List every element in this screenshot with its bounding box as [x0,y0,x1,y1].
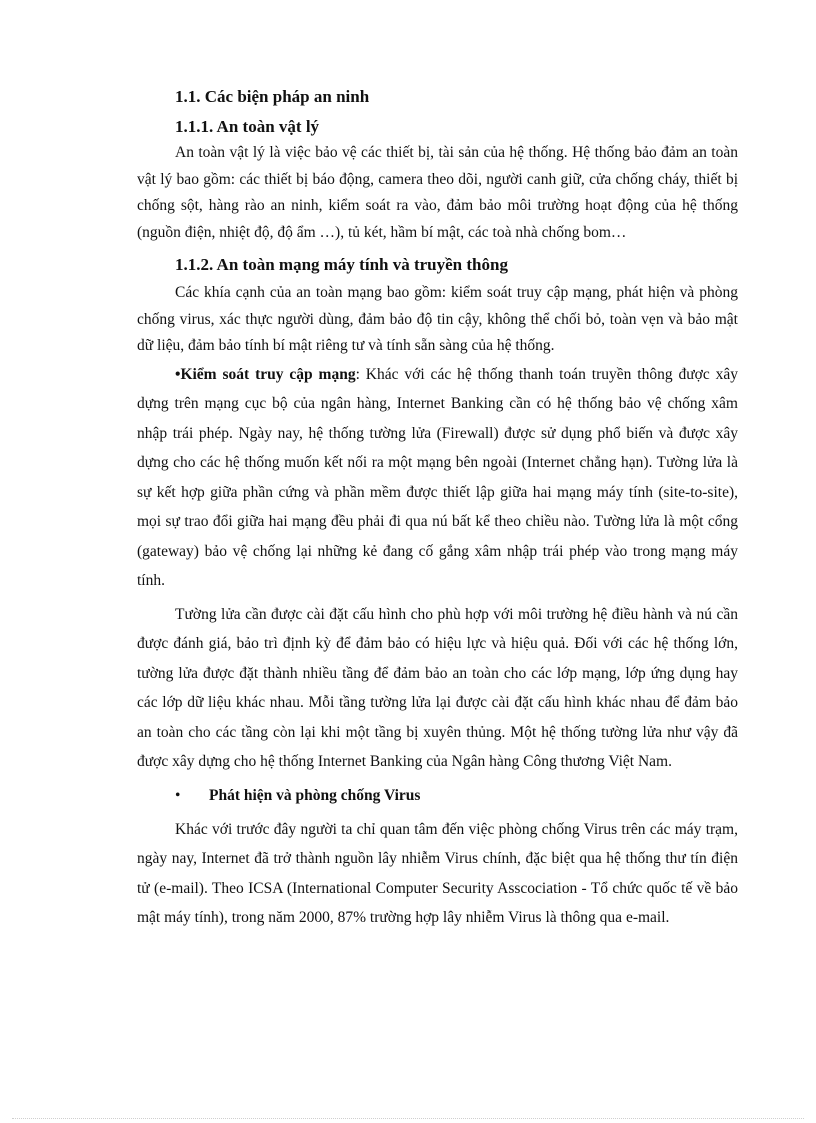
access-control-text: : Khác với các hệ thống thanh toán truyền thông được xây dựng trên mạng cục bộ của ngân hàng, Internet Banking cần có hệ thống bảo vệ chống xâm nhập trái phép. Ngày nay, hệ thống tường lửa (Firewall) được sử dụng phổ biến và được xây dựng cho các hệ thống muốn kết nối ra một mạng bên ngoài (Internet chẳng hạn). Tường lửa là sự kết hợp giữa phần cứng và phần mềm được thiết lập giữa hai mạng máy tính (site-to-site), mọi sự trao đổi giữa hai mạng đều phải đi qua nú bất kể theo chiều nào. Tường lửa là một cổng (gateway) bảo vệ chống lại những kẻ đang cố gắng xâm nhập trái phép vào trong mạng máy tính. [137,365,738,589]
physical-security-paragraph: An toàn vật lý là việc bảo vệ các thiết bị, tài sản của hệ thống. Hệ thống bảo đảm an toàn vật lý bao gồm: các thiết bị báo động, camera theo dõi, người canh giữ, cửa chống cháy, thiết bị chống sột, hàng rào an ninh, kiểm soát ra vào, đảm bảo môi trường hoạt động của hệ thống (nguồn điện, nhiệt độ, độ ẩm …), tủ két, hầm bí mật, các toà nhà chống bom… [137,144,738,241]
subsection-heading-network: 1.1.2. An toàn mạng máy tính và truyền thông [175,255,508,274]
virus-heading-text: Phát hiện và phòng chống Virus [209,786,421,804]
network-intro-paragraph: Các khía cạnh của an toàn mạng bao gồm: kiểm soát truy cập mạng, phát hiện và phòng chống virus, xác thực người dùng, đảm bảo độ tin cậy, không thể chối bỏ, toàn vẹn và bảo mật dữ liệu, đảm bảo tính bí mật riêng tư và tính sẵn sàng của hệ thống. [137,284,738,354]
subsection-heading-physical: 1.1.1. An toàn vật lý [175,117,320,136]
access-control-paragraph [137,360,738,596]
bullet-icon: • [175,786,181,804]
access-control-term: Kiểm soát truy cập mạng [180,365,356,383]
section-heading: 1.1. Các biện pháp an ninh [175,87,370,106]
page-content [137,84,738,933]
bullet-icon: • [175,365,181,383]
firewall-paragraph: Tường lửa cần được cài đặt cấu hình cho phù hợp với môi trường hệ điều hành và nú cần được đánh giá, bảo trì định kỳ để đảm bảo có hiệu lực và hiệu quả. Đối với các hệ thống lớn, tường lửa được đặt thành nhiều tầng để đảm bảo an toàn cho các lớp mạng, lớp ứng dụng hay các lớp dữ liệu khác nhau. Mỗi tầng tường lửa lại được cài đặt cấu hình khác nhau để đảm bảo an toàn cho các tầng còn lại khi một tầng bị xuyên thủng. Một hệ thống tường lửa như vậy đã được xây dựng cho hệ thống Internet Banking của Ngân hàng Công thương Việt Nam. [137,605,738,770]
virus-paragraph: Khác với trước đây người ta chỉ quan tâm đến việc phòng chống Virus trên các máy trạm, ngày nay, Internet đã trở thành nguồn lây nhiễm Virus chính, đặc biệt qua hệ thống thư tín điện tử (e-mail). Theo ICSA (International Computer Security Asscociation - Tổ chức quốc tế về bảo mật máy tính), trong năm 2000, 87% trường hợp lây nhiễm Virus là thông qua e-mail. [137,820,738,926]
page-bottom-divider [12,1118,804,1119]
virus-heading [175,781,738,811]
